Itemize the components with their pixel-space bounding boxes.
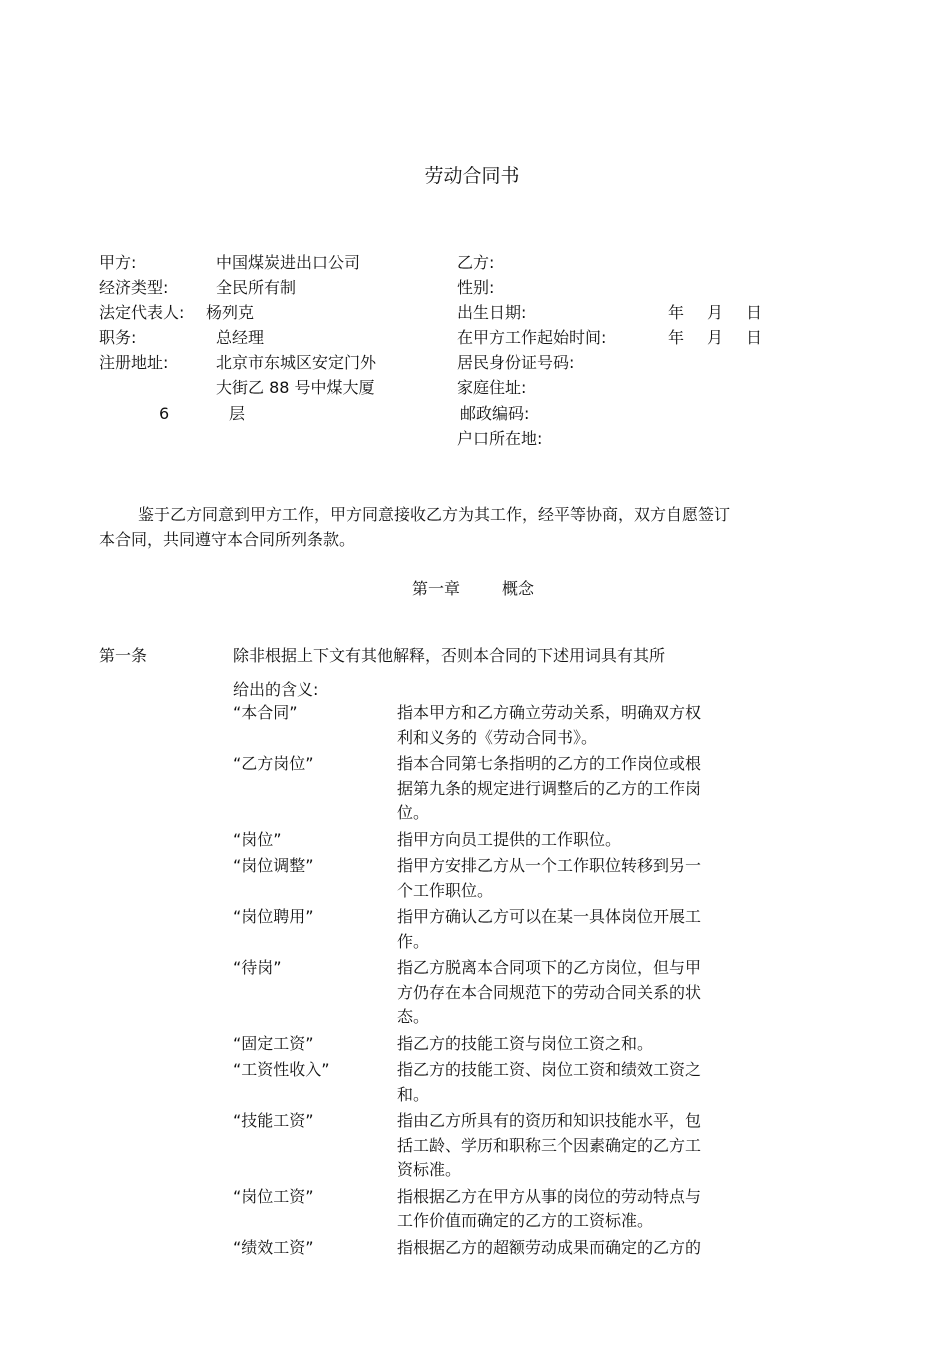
party-b-hukou-label: 户口所在地: (457, 429, 543, 448)
party-a-addr-floor-number: 6 (159, 404, 170, 423)
party-b-start-label: 在甲方工作起始时间: (457, 328, 607, 347)
party-a-econ-value: 全民所有制 (216, 278, 297, 297)
definition-text-line: 态。 (397, 1007, 430, 1026)
definition-text-line: 位。 (397, 803, 430, 822)
preamble-line-2: 本合同，共同遵守本合同所列条款。 (99, 530, 356, 549)
definition-text-line: 指乙方脱离本合同项下的乙方岗位，但与甲 (397, 958, 702, 977)
definition-term: “待岗” (233, 958, 282, 977)
definition-text-line: 指乙方的技能工资、岗位工资和绩效工资之 (397, 1060, 702, 1079)
party-a-rep-value: 杨列克 (206, 303, 255, 322)
definition-term: “技能工资” (233, 1111, 314, 1130)
party-b-id-label: 居民身份证号码: (457, 353, 575, 372)
definition-term: “本合同” (233, 703, 298, 722)
definition-text-line: 指本合同第七条指明的乙方的工作岗位或根 (397, 754, 702, 773)
start-day-unit: 日 (746, 328, 763, 347)
definition-term: “工资性收入” (233, 1060, 330, 1079)
definition-text-line: 个工作职位。 (397, 880, 494, 900)
definition-text-line: 指甲方确认乙方可以在某一具体岗位开展工 (397, 907, 702, 926)
party-b-birth-label: 出生日期: (457, 303, 527, 322)
start-month-unit: 月 (707, 328, 724, 347)
chapter-number: 第一章 (412, 579, 461, 598)
definition-text-line: 工作价值而确定的乙方的工资标准。 (397, 1211, 654, 1230)
definition-term: “岗位工资” (233, 1186, 314, 1206)
party-a-econ-label: 经济类型: (99, 278, 169, 297)
definition-text-line: 指甲方安排乙方从一个工作职位转移到另一 (397, 856, 702, 875)
preamble-line-1: 鉴于乙方同意到甲方工作，甲方同意接收乙方为其工作，经平等协商，双方自愿签订 (138, 505, 731, 524)
definition-text-line: 方仍存在本合同规范下的劳动合同关系的状 (397, 982, 702, 1002)
party-a-name-value: 中国煤炭进出口公司 (216, 253, 361, 272)
definition-text-line: 据第九条的规定进行调整后的乙方的工作岗 (397, 778, 702, 798)
birth-day-unit: 日 (746, 303, 763, 322)
party-a-addr-line1: 北京市东城区安定门外 (216, 353, 377, 372)
start-year-unit: 年 (668, 328, 685, 347)
party-a-name-label: 甲方: (99, 253, 137, 272)
definition-term: “乙方岗位” (233, 754, 314, 773)
definition-text-line: 利和义务的《劳动合同书》。 (397, 727, 598, 747)
birth-year-unit: 年 (668, 303, 685, 322)
page-title: 劳动合同书 (424, 165, 520, 187)
article-1-intro-line-1: 除非根据上下文有其他解释，否则本合同的下述用词具有其所 (233, 646, 666, 665)
party-a-addr-label: 注册地址: (99, 353, 169, 372)
party-b-home-label: 家庭住址: (457, 378, 527, 397)
birth-month-unit: 月 (707, 303, 724, 322)
party-a-addr-floor-unit: 层 (229, 404, 246, 423)
definition-text-line: 指乙方的技能工资与岗位工资之和。 (397, 1033, 654, 1053)
article-1-intro-line-2: 给出的含义: (233, 680, 319, 699)
definition-text-line: 作。 (397, 931, 430, 951)
party-b-name-label: 乙方: (457, 253, 495, 272)
party-a-post-label: 职务: (99, 328, 137, 347)
party-a-post-value: 总经理 (216, 328, 265, 347)
party-a-rep-label: 法定代表人: (99, 303, 185, 322)
party-b-sex-label: 性别: (457, 278, 495, 297)
definition-text-line: 资标准。 (397, 1160, 462, 1179)
definition-text-line: 指本甲方和乙方确立劳动关系，明确双方权 (397, 703, 702, 722)
definition-text-line: 和。 (397, 1084, 430, 1104)
definition-term: “绩效工资” (233, 1237, 314, 1257)
definition-term: “岗位” (233, 829, 282, 849)
definition-text-line: 指根据乙方的超额劳动成果而确定的乙方的 (397, 1237, 702, 1257)
party-a-addr-line2: 大街乙 88 号中煤大厦 (216, 378, 375, 397)
definition-term: “固定工资” (233, 1033, 314, 1053)
definition-text-line: 指由乙方所具有的资历和知识技能水平，包 (397, 1111, 702, 1130)
chapter-heading (412, 577, 534, 601)
definition-text-line: 括工龄、学历和职称三个因素确定的乙方工 (397, 1135, 702, 1155)
definition-text-line: 指根据乙方在甲方从事的岗位的劳动特点与 (397, 1186, 702, 1206)
definition-term: “岗位聘用” (233, 907, 314, 926)
definition-text-line: 指甲方向员工提供的工作职位。 (397, 829, 622, 849)
article-1-label: 第一条 (99, 646, 148, 665)
definition-term: “岗位调整” (233, 856, 314, 875)
chapter-name: 概念 (502, 579, 535, 598)
party-b-zip-label: 邮政编码: (460, 404, 530, 423)
